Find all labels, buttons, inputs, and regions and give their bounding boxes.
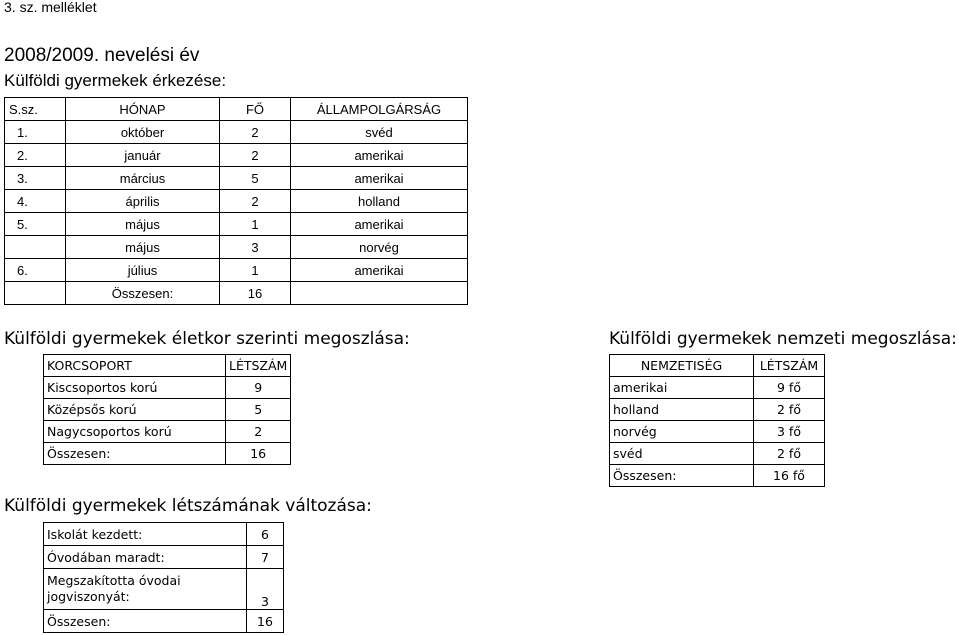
cell-count: 3 fő <box>754 421 825 443</box>
cell-num: 1. <box>5 121 66 144</box>
cell-count: 2 fő <box>754 443 825 465</box>
cell-count: 7 <box>247 546 284 569</box>
annex-label: 3. sz. melléklet <box>4 0 97 15</box>
age-table <box>43 354 291 465</box>
table-total-row <box>5 282 468 305</box>
cell-label: Megszakította óvodai jogviszonyát: <box>44 569 247 610</box>
cell-num: 4. <box>5 190 66 213</box>
cell-empty <box>291 282 468 305</box>
table-header-row <box>5 98 468 121</box>
total-label: Összesen: <box>44 443 226 465</box>
total-label: Összesen: <box>610 465 754 487</box>
cell-count: 3 <box>220 236 291 259</box>
table-row <box>44 399 291 421</box>
table-row <box>610 399 825 421</box>
total-label: Összesen: <box>66 282 220 305</box>
nation-title: Külföldi gyermekek nemzeti megoszlása: <box>609 329 957 349</box>
total-value: 16 <box>247 610 284 633</box>
table-row <box>5 213 468 236</box>
table-row <box>5 144 468 167</box>
change-table <box>43 522 284 633</box>
cell-num: 3. <box>5 167 66 190</box>
cell-month: május <box>66 213 220 236</box>
cell-nation: norvég <box>610 421 754 443</box>
cell-num: 5. <box>5 213 66 236</box>
cell-count: 9 <box>226 377 291 399</box>
total-label: Összesen: <box>44 610 247 633</box>
change-title: Külföldi gyermekek létszámának változása: <box>4 496 372 516</box>
table-row <box>44 546 284 569</box>
cell-count: 1 <box>220 213 291 236</box>
table-row <box>5 259 468 282</box>
total-value: 16 <box>220 282 291 305</box>
table-row <box>44 377 291 399</box>
header-nationality: ÁLLAMPOLGÁRSÁG <box>291 98 468 121</box>
header-group: KORCSOPORT <box>44 355 226 377</box>
cell-label: Iskolát kezdett: <box>44 523 247 546</box>
total-value: 16 <box>226 443 291 465</box>
cell-nation: svéd <box>610 443 754 465</box>
table-row <box>610 443 825 465</box>
arrivals-title: Külföldi gyermekek érkezése: <box>4 71 227 90</box>
cell-count: 3 <box>247 569 284 610</box>
cell-count: 9 fő <box>754 377 825 399</box>
cell-count: 2 <box>220 190 291 213</box>
cell-nationality: amerikai <box>291 259 468 282</box>
table-header-row <box>610 355 825 377</box>
cell-month: március <box>66 167 220 190</box>
cell-month: január <box>66 144 220 167</box>
cell-count: 1 <box>220 259 291 282</box>
cell-count: 2 fő <box>754 399 825 421</box>
table-row <box>5 236 468 259</box>
header-month: HÓNAP <box>66 98 220 121</box>
table-header-row <box>44 355 291 377</box>
table-row <box>5 167 468 190</box>
cell-count: 5 <box>220 167 291 190</box>
cell-count: 6 <box>247 523 284 546</box>
cell-label: Óvodában maradt: <box>44 546 247 569</box>
table-row <box>44 523 284 546</box>
table-row <box>44 421 291 443</box>
cell-group: Nagycsoportos korú <box>44 421 226 443</box>
nation-table <box>609 354 825 487</box>
cell-nationality: amerikai <box>291 213 468 236</box>
cell-nationality: norvég <box>291 236 468 259</box>
cell-count: 5 <box>226 399 291 421</box>
cell-nationality: holland <box>291 190 468 213</box>
table-row <box>610 377 825 399</box>
arrivals-table <box>4 97 468 305</box>
table-total-row <box>44 443 291 465</box>
cell-month: október <box>66 121 220 144</box>
cell-num: 2. <box>5 144 66 167</box>
table-row <box>44 569 284 610</box>
cell-nationality: amerikai <box>291 167 468 190</box>
cell-group: Középsős korú <box>44 399 226 421</box>
table-total-row <box>610 465 825 487</box>
age-title: Külföldi gyermekek életkor szerinti megoszlása: <box>4 329 410 349</box>
cell-month: április <box>66 190 220 213</box>
cell-nation: holland <box>610 399 754 421</box>
table-row <box>5 190 468 213</box>
total-value: 16 fő <box>754 465 825 487</box>
cell-count: 2 <box>226 421 291 443</box>
header-num: S.sz. <box>5 98 66 121</box>
cell-count: 2 <box>220 121 291 144</box>
table-row <box>5 121 468 144</box>
cell-num <box>5 236 66 259</box>
cell-nationality: svéd <box>291 121 468 144</box>
header-nation: NEMZETISÉG <box>610 355 754 377</box>
cell-group: Kiscsoportos korú <box>44 377 226 399</box>
school-year-title: 2008/2009. nevelési év <box>4 45 200 66</box>
cell-nationality: amerikai <box>291 144 468 167</box>
cell-count: 2 <box>220 144 291 167</box>
header-count: FŐ <box>220 98 291 121</box>
cell-nation: amerikai <box>610 377 754 399</box>
cell-month: július <box>66 259 220 282</box>
cell-num: 6. <box>5 259 66 282</box>
cell-empty <box>5 282 66 305</box>
table-row <box>610 421 825 443</box>
cell-month: május <box>66 236 220 259</box>
table-total-row <box>44 610 284 633</box>
header-count: LÉTSZÁM <box>226 355 291 377</box>
header-count: LÉTSZÁM <box>754 355 825 377</box>
